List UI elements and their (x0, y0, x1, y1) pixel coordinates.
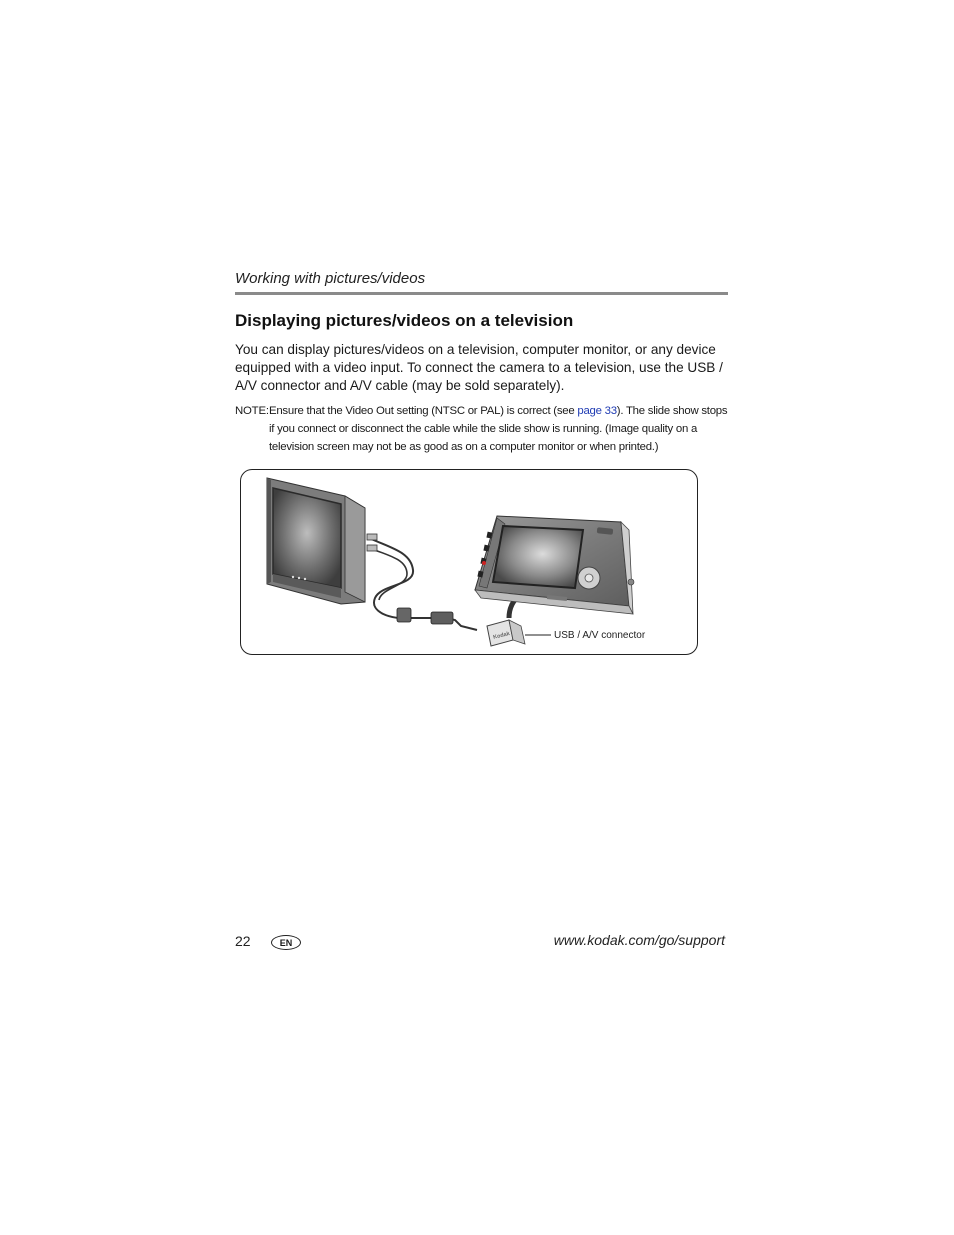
connector-logo: Kodak (492, 630, 511, 641)
section-header: Working with pictures/videos (235, 270, 426, 287)
page-link[interactable]: page 33 (577, 405, 617, 417)
header-rule (235, 292, 728, 295)
note-text-after: ). The slide show stops if you connect or disconnect the cable while the slide show is running. (Image quality on a television screen may not be as good as on a computer monitor or when printed.) (269, 405, 728, 453)
body-paragraph: You can display pictures/videos on a television, computer monitor, or any device equipped with a video input. To connect the camera to a television, use the USB / A/V connector and A/V cable (may be sold separately). (235, 342, 723, 393)
page-title: Displaying pictures/videos on a television (235, 311, 574, 330)
av-cable (367, 534, 477, 630)
note-text-before: Ensure that the Video Out setting (NTSC or PAL) is correct (see (269, 405, 578, 417)
usb-av-connector (487, 620, 551, 646)
note-label: NOTE: (235, 405, 269, 417)
note-text (269, 402, 731, 456)
language-badge: EN (271, 935, 301, 950)
connection-illustration (241, 470, 697, 654)
television (267, 478, 365, 604)
page-number: 22 (235, 933, 251, 949)
support-url[interactable]: www.kodak.com/go/support (553, 932, 725, 948)
connection-figure (240, 469, 698, 655)
connector-callout-label: USB / A/V connector (554, 630, 646, 641)
camera (475, 516, 634, 614)
